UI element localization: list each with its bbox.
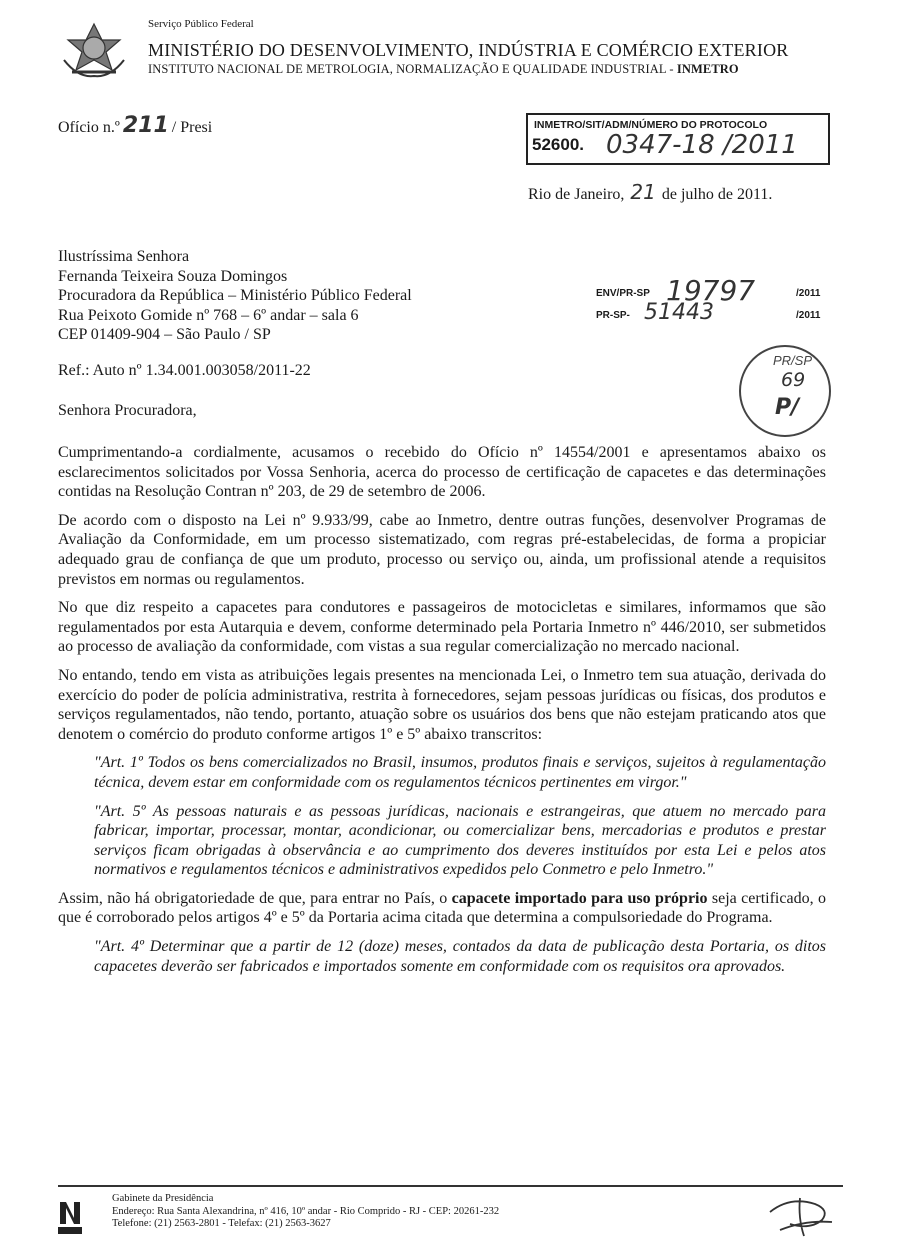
- protocol-handwritten: 0347-18 /2011: [606, 130, 798, 160]
- quote-art-4: "Art. 4º Determinar que a partir de 12 (doze) meses, contados da data de publicação desta Portaria, os ditos capacetes deverão ser fabricados e importados somente em conformidade com os requisitos ora aprovados.: [94, 938, 826, 975]
- dateline-day: 21: [630, 180, 656, 204]
- salutation: Senhora Procuradora,: [58, 402, 197, 419]
- address-line: Rua Peixoto Gomide nº 768 – 6º andar – sala 6: [58, 306, 359, 324]
- pr-handwritten: 51443: [644, 300, 714, 325]
- quote-art-1: "Art. 1º Todos os bens comercializados no Brasil, insumos, produtos finais e serviços, sujeitos à regulamentação técnica, devem estar em conformidade com os regulamentos técnicos pertinentes em virgor.": [94, 754, 826, 791]
- protocol-label: INMETRO/SIT/ADM/NÚMERO DO PROTOCOLO: [534, 119, 768, 131]
- footer-line-2: Endereço: Rua Santa Alexandrina, nº 416, 10º andar - Rio Comprido - RJ - CEP: 20261-232: [112, 1205, 500, 1217]
- address-line: Ilustríssima Senhora: [58, 248, 190, 265]
- env-handwritten: 19797: [666, 274, 756, 307]
- round-stamp-label: PR/SP: [773, 353, 813, 368]
- oficio-handwritten-number: 211: [122, 113, 169, 138]
- round-stamp-page: 69: [781, 369, 806, 391]
- brazil-coat-of-arms-icon: [58, 20, 130, 82]
- bold-phrase: capacete importado para uso próprio: [451, 889, 708, 907]
- inmetro-logo-icon: [58, 1198, 82, 1234]
- paragraph: No que diz respeito a capacetes para condutores e passageiros de motocicletas e similares, informamos que são regulamentados por esta Autarquia e devem, conforme determinado pela Portaria Inmetro nº 446/2010, ser submetidos ao processo de avaliação da conformidade, com vistas a sua regular comercialização no mercado nacional.: [58, 599, 826, 656]
- env-label: ENV/PR-SP: [596, 288, 650, 299]
- paragraph: Assim, não há obrigatoriedade de que, para entrar no País, o capacete importado para uso próprio seja certificado, o que é corroborado pelos artigos 4º e 5º da Portaria acima citada que determina a compulsoriedade do Programa.: [58, 889, 826, 927]
- footer-line-1: Gabinete da Presidência: [112, 1193, 214, 1204]
- protocol-value: 52600.: [532, 135, 584, 154]
- header-institute-abbr: INMETRO: [676, 62, 739, 76]
- receipt-stamp: [596, 274, 846, 326]
- pr-year: /2011: [796, 310, 821, 321]
- page-number-stamp: [739, 345, 831, 437]
- footer-contact: [112, 1193, 499, 1231]
- initials-signature-icon: [760, 1190, 840, 1240]
- header-ministry: MINISTÉRIO DO DESENVOLVIMENTO, INDÚSTRIA E COMÉRCIO EXTERIOR: [148, 40, 789, 60]
- address-line: Fernanda Teixeira Souza Domingos: [58, 267, 288, 285]
- protocol-stamp: [526, 113, 830, 165]
- paragraph: Cumprimentando-a cordialmente, acusamos o recebido do Ofício nº 14554/2001 e apresentamos abaixo os esclarecimentos solicitados por Vossa Senhoria, acerca do processo de certificação de capacetes e das determinações contidas na Resolução Contran nº 203, de 29 de setembro de 2006.: [58, 444, 826, 501]
- address-line: Procuradora da República – Ministério Público Federal: [58, 287, 412, 304]
- address-line: CEP 01409-904 – São Paulo / SP: [58, 326, 271, 343]
- env-year: /2011: [796, 288, 821, 299]
- recipient-address: [58, 247, 412, 345]
- header-institute: INSTITUTO NACIONAL DE METROLOGIA, NORMALIZAÇÃO E QUALIDADE INDUSTRIAL - INMETRO: [148, 62, 739, 76]
- header-service: Serviço Público Federal: [148, 18, 254, 30]
- pr-label: PR-SP-: [596, 310, 630, 321]
- footer-line-3: Telefone: (21) 2563-2801 - Telefax: (21) 2563-3627: [112, 1218, 331, 1229]
- round-stamp-signature: P/: [775, 395, 800, 420]
- paragraph: De acordo com o disposto na Lei nº 9.933/99, cabe ao Inmetro, dentre outras funções, desenvolver Programas de Avaliação da Conformidade, em um processo sistematizado, com regras pré-estabelecidas, de forma a propiciar adequado grau de confiança de que um produto, processo ou serviço ou, ainda, um profissional atende a requisitos previstos em normas ou regulamentos.: [58, 511, 826, 588]
- footer-divider: [58, 1185, 843, 1187]
- reference-line: Ref.: Auto nº 1.34.001.003058/2011-22: [58, 362, 311, 379]
- letter-body: [58, 443, 826, 985]
- dateline: Rio de Janeiro, 21 de julho de 2011.: [528, 180, 773, 204]
- paragraph: No entando, tendo em vista as atribuições legais presentes na mencionada Lei, o Inmetro tem sua atuação, derivada do exercício do poder de polícia administrativa, restrita à fornecedores, sejam pessoas jurídicas ou físicas, dos produtos e serviços regulamentados, não tendo, portanto, atuação sobre os usuários dos bens que não estejam praticando atos que denotem o comércio do produto conforme artigos 1º e 5º abaixo transcritos:: [58, 666, 826, 743]
- oficio-number: Ofício n.º 211 / Presi: [58, 113, 213, 138]
- quote-art-5: "Art. 5º As pessoas naturais e as pessoas jurídicas, nacionais e estrangeiras, que atuem no mercado para fabricar, importar, processar, montar, acondicionar, ou comercializar bens, mercadorias e produtos e prestar serviços ficam obrigadas à observância e ao cumprimento dos deveres instituídos por esta Lei e pelos atos normativos e regulamentos técnicos e administrativos expedidos pelo Conmetro e pelo Inmetro.": [94, 802, 826, 879]
